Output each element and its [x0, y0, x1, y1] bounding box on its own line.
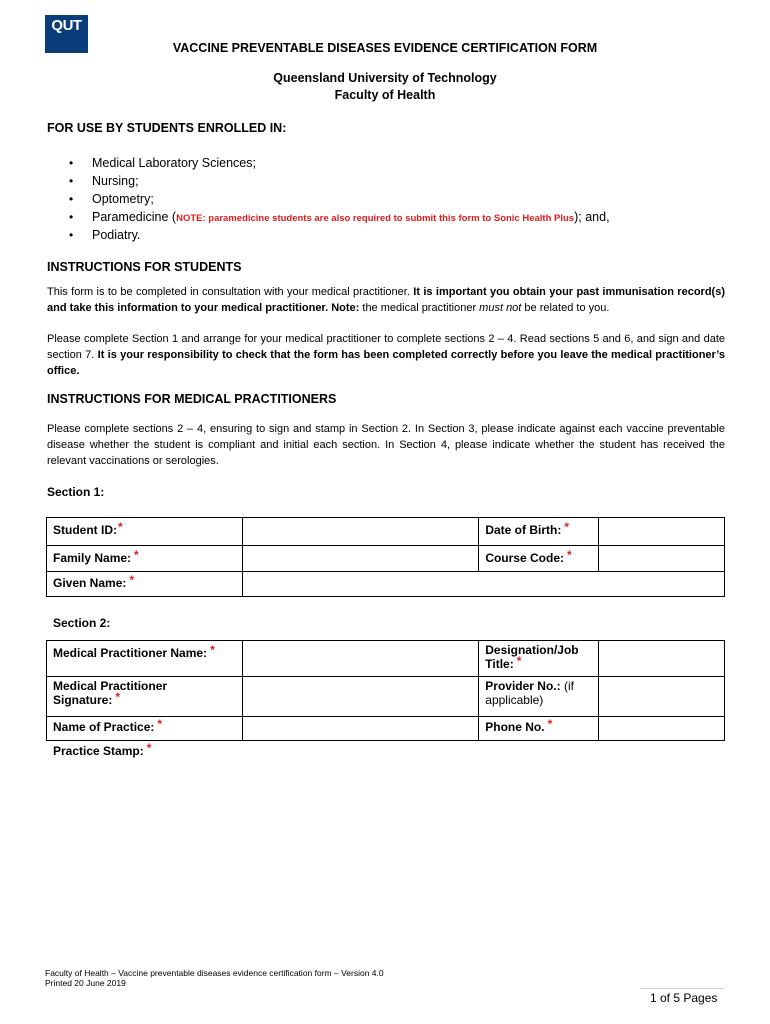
dob-field[interactable] — [599, 518, 725, 546]
students-paragraph-1 — [47, 284, 725, 316]
text-run-bold: It is important you obtain your past immunisation record(s) and take this information to your medical practitioner. Note: — [47, 286, 725, 314]
enrolled-heading: FOR USE BY STUDENTS ENROLLED IN: — [47, 121, 287, 135]
section1-table — [46, 517, 725, 597]
students-heading: INSTRUCTIONS FOR STUDENTS — [47, 260, 242, 274]
section1-label: Section 1: — [47, 485, 105, 499]
designation-field[interactable] — [599, 641, 725, 677]
footer-printed: Printed 20 June 2019 — [45, 978, 126, 988]
list-item: • Podiatry. — [67, 226, 610, 244]
text-run: This form is to be completed in consultation with your medical practitioner. — [47, 286, 414, 298]
page-number: 1 of 5 Pages — [650, 991, 718, 1005]
mp-name-field[interactable] — [242, 641, 479, 677]
practitioners-heading: INSTRUCTIONS FOR MEDICAL PRACTITIONERS — [47, 392, 337, 406]
provider-no-field[interactable] — [599, 677, 725, 717]
list-item: • Optometry; — [67, 190, 610, 208]
section2-label: Section 2: — [53, 616, 111, 630]
family-name-label: Family Name: * — [47, 546, 243, 572]
paramedicine-prefix: Paramedicine ( — [92, 210, 177, 224]
list-item — [67, 208, 610, 226]
practice-stamp-label: Practice Stamp: * — [53, 741, 152, 758]
mp-name-label: Medical Practitioner Name: * — [47, 641, 243, 677]
student-id-field[interactable] — [242, 518, 479, 546]
text-run: be related to you. — [521, 302, 610, 314]
paramedicine-suffix: ); and, — [574, 210, 610, 224]
paramedicine-note: NOTE: paramedicine students are also required to submit this form to Sonic Health Plus — [176, 213, 575, 224]
provider-no-label: Provider No.: (if applicable) — [479, 677, 599, 717]
given-name-label: Given Name: * — [47, 572, 243, 597]
dob-label: Date of Birth: * — [479, 518, 599, 546]
practice-stamp-area[interactable] — [46, 765, 725, 955]
text-run-bold: It is your responsibility to check that the form has been completed correctly before you leave the medical practitioner’s office. — [47, 349, 725, 377]
practitioners-paragraph: Please complete sections 2 – 4, ensuring to sign and stamp in Section 2. In Section 3, please indicate against each vaccine preventable disease whether the student is compliant and initial each section. In Section 4, please indicate whether the student has received the relevant vaccinations or serologies. — [47, 423, 725, 467]
section2-table — [46, 640, 725, 741]
mp-signature-label: Medical Practitioner Signature: * — [47, 677, 243, 717]
form-title: VACCINE PREVENTABLE DISEASES EVIDENCE CERTIFICATION FORM — [172, 41, 598, 55]
student-id-label: Student ID:* — [47, 518, 243, 546]
given-name-field[interactable] — [242, 572, 724, 597]
phone-label: Phone No. * — [479, 717, 599, 741]
course-list — [67, 154, 610, 244]
family-name-field[interactable] — [242, 546, 479, 572]
text-run: the medical practitioner — [359, 302, 480, 314]
course-code-field[interactable] — [599, 546, 725, 572]
list-item: • Nursing; — [67, 172, 610, 190]
designation-label: Designation/Job Title: * — [479, 641, 599, 677]
mp-signature-field[interactable] — [242, 677, 479, 717]
practice-name-label: Name of Practice: * — [47, 717, 243, 741]
faculty-name: Faculty of Health — [334, 88, 436, 102]
course-code-label: Course Code: * — [479, 546, 599, 572]
phone-field[interactable] — [599, 717, 725, 741]
text-run: Please complete Section 1 and arrange for your medical practitioner to complete sections 2 – 4. Read sections 5 and 6, and sign and date section 7. — [47, 333, 725, 361]
university-name: Queensland University of Technology — [273, 71, 497, 85]
logo-text: QUT — [51, 17, 82, 34]
list-item: • Medical Laboratory Sciences; — [67, 154, 610, 172]
footer-version: Faculty of Health – Vaccine preventable diseases evidence certification form – Version 4.0 — [45, 968, 384, 978]
footer-divider — [640, 988, 725, 989]
students-paragraph-2 — [47, 331, 725, 379]
text-run-italic: must not — [479, 302, 522, 314]
practice-name-field[interactable] — [242, 717, 479, 741]
